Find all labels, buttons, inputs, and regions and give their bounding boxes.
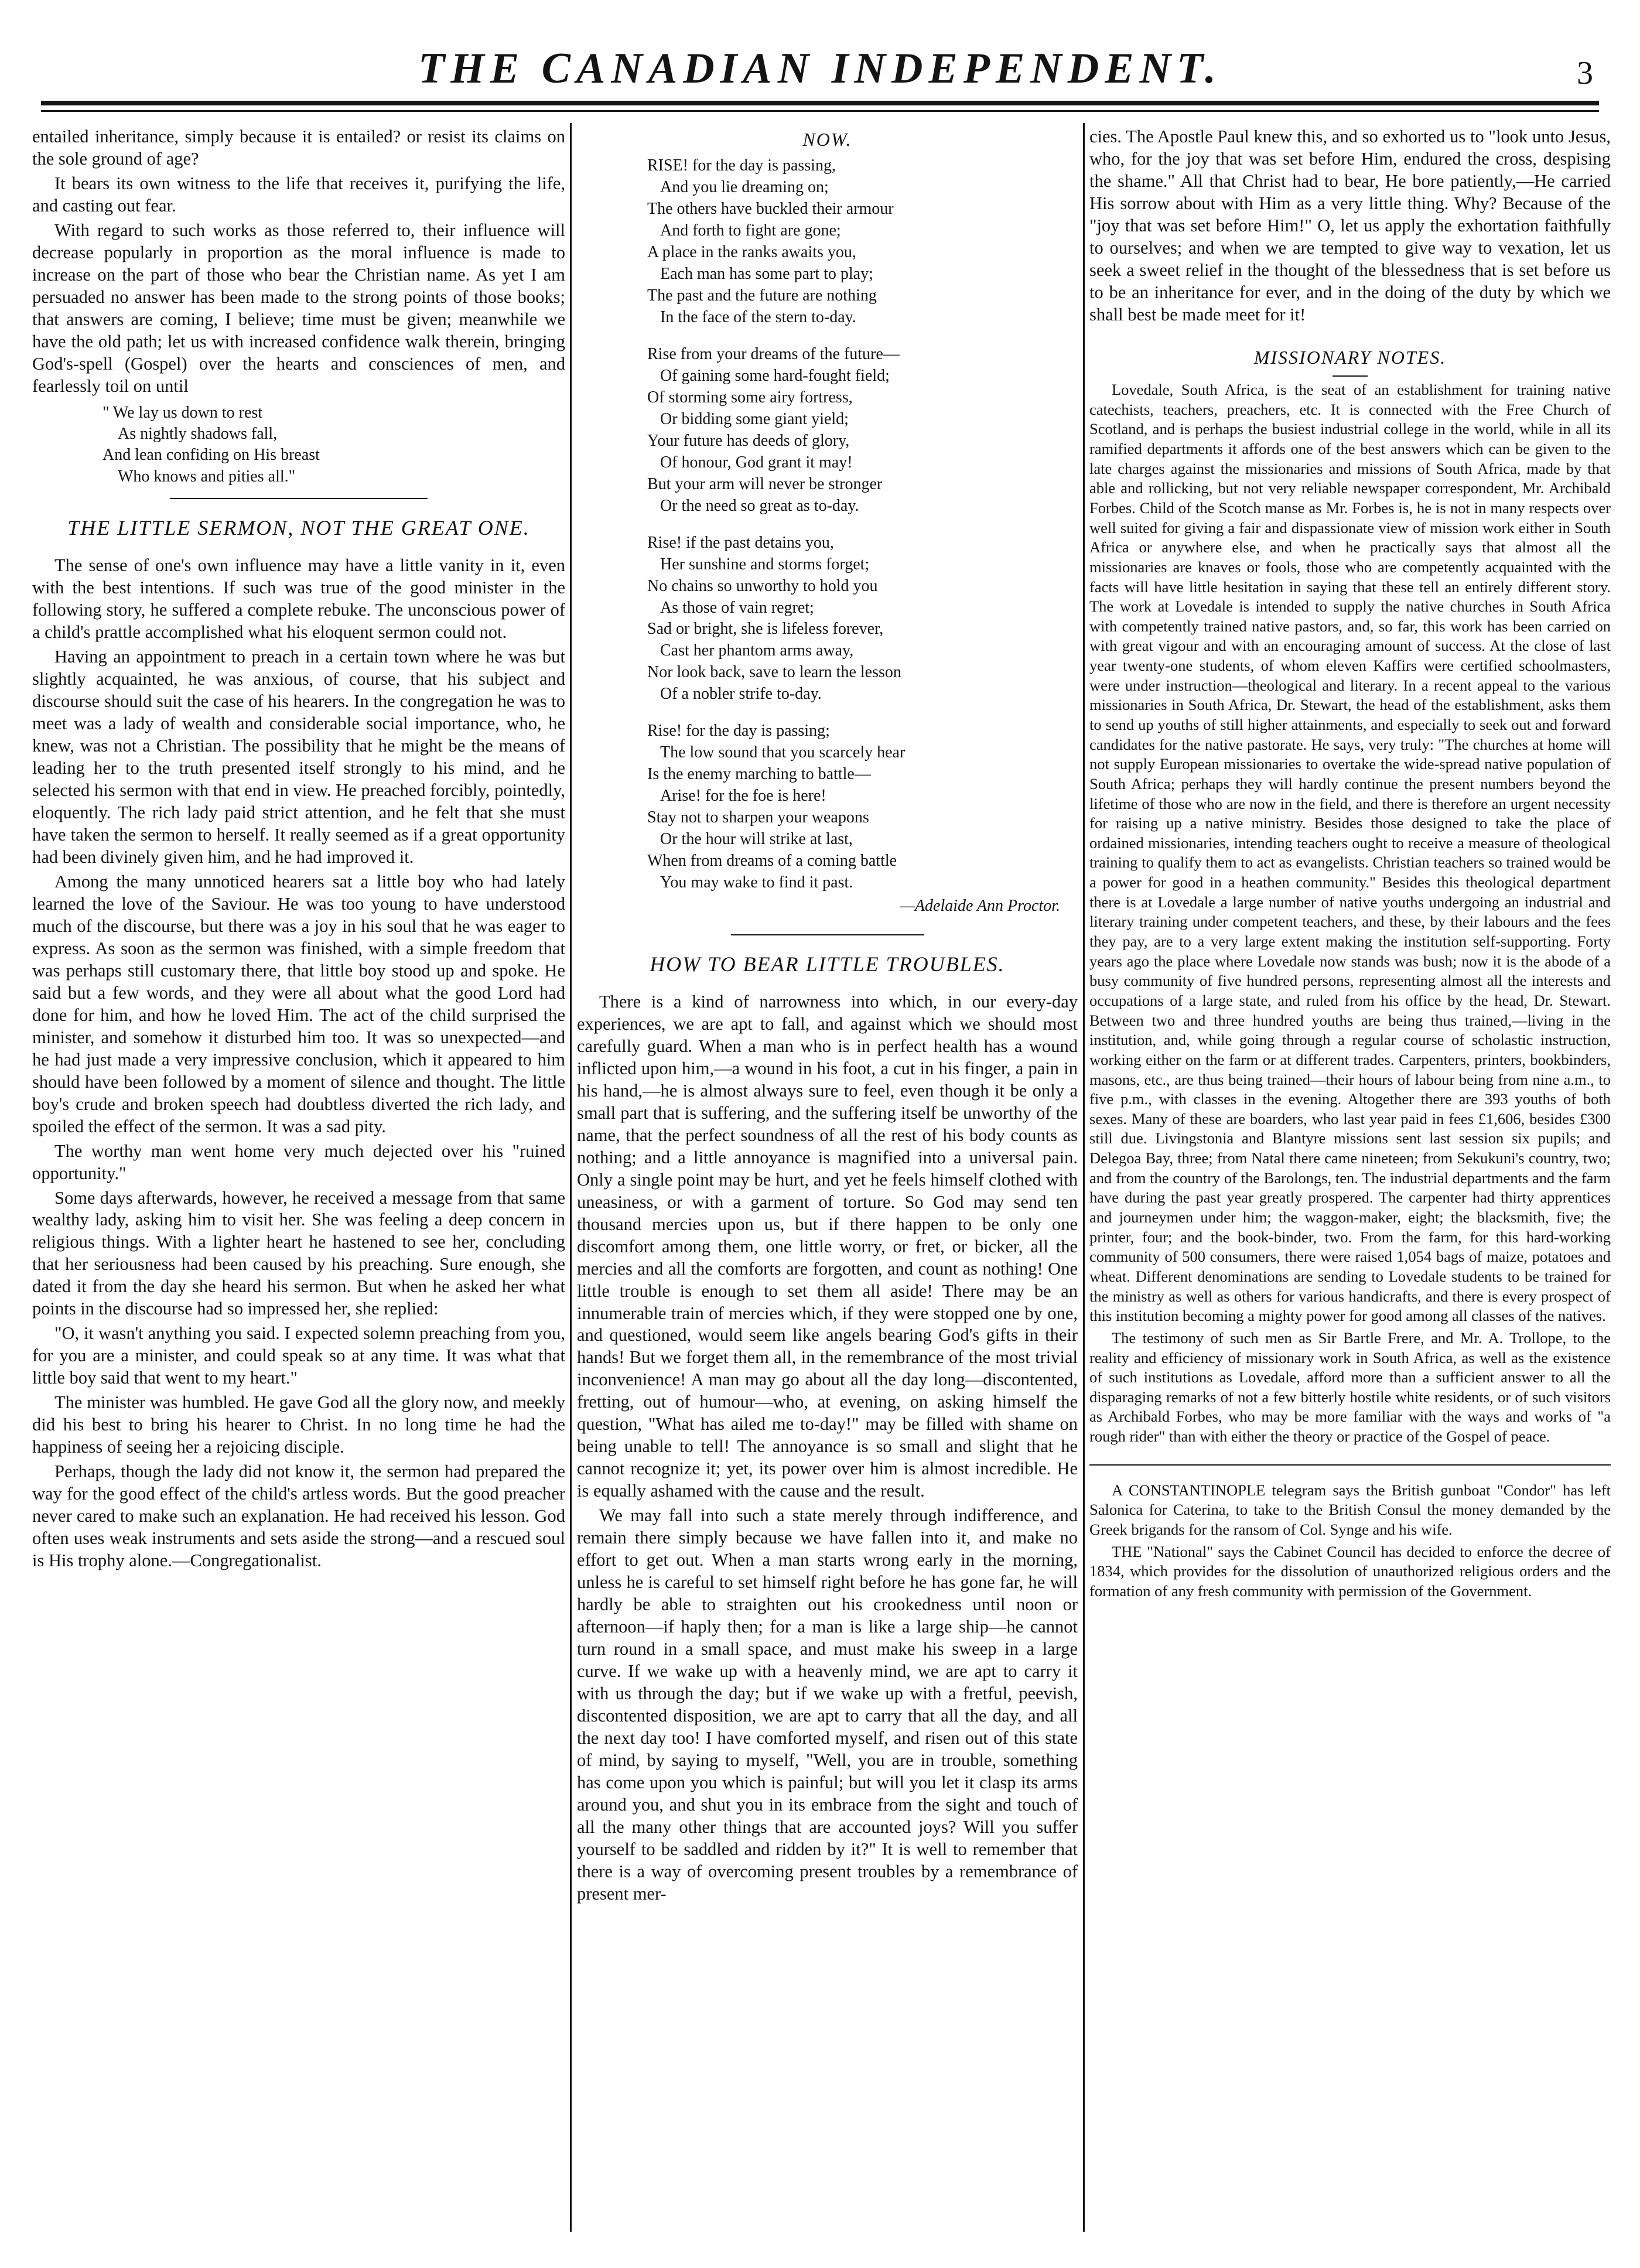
poem-attribution: —Adelaide Ann Proctor. [900, 896, 1060, 915]
poem-line: And forth to fight are gone; [660, 221, 841, 240]
article-paragraph: Lovedale, South Africa, is the seat of an establishment for training native catechists, teachers, preachers, etc. It is connected with the Free Church of Scotland, and is perhaps the busiest industrial college in the world, while in all its ramified departments it affords one of the best answers which can be given to the late charges against the missionaries and missions of South Africa, made by that able and rollicking, but not very reliable newspaper correspondent, Mr. Archibald Forbes. Child of the Scotch manse as Mr. Forbes is, he is not in many respects over well suited for giving a fair and dispassionate view of mission work either in South Africa or anywhere else, and when he practically says that almost all the missionaries are knaves or fools, those who are competently acquainted with the facts will have little hesitation in saying that these tell an entirely different story. The work at Lovedale is intended to supply the native churches in South Africa with competently trained native pastors, and, so far, this work has been carried on with great vigour and with an encouraging amount of success. At the close of last year twenty-one students, of whom eleven Kaffirs were certified schoolmasters, were under instruction—theological and literary. In a recent appeal to the various missionaries in South Africa, Dr. Stewart, the head of the establishment, asks them to send up youths of still higher attainments, and especially to seek out and forward candidates for the native pastorate. He says, very truly: "The churches at home will not supply European missionaries to overtake the wide-spread native population of South Africa; perhaps they will hardly continue the present numbers beyond the lifetime of those who are now in the field, and there is therefore an urgent necessity for raising up a native ministry. Besides those designed to take the place of ordained missionaries, intending teachers ought to receive a measure of theological training to qualify them to act as evangelists. Christian teachers so trained would be a power for good in a heathen community." Besides this theological department there is at Lovedale a large number of native youths undergoing an industrial and literary training under competent teachers, and these, by their labours and the fees they pay, are to a very large extent making the institution self-supporting. Forty years ago the place where Lovedale now stands was bush; now it is the abode of a busy community of five hundred persons, representing almost all the interests and occupations of a large state, and ruled from his office by the head, Dr. Stewart. Between two and three hundred youths are being thus trained,—living in the institution, and, while going through a regular course of scholastic instruction, working either on the farm or at different trades. Carpenters, printers, bookbinders, masons, etc., are thus being trained—their hours of labour being from nine a.m., to five p.m., with classes in the evening. Altogether there are 393 youths of both sexes. Many of these are boarders, who last year paid in fees £1,606, besides £300 still due. Livingstonia and Blantyre missions sent last session six pupils; and Delegoa Bay, three; from Natal there came nineteen; from Sekukuni's country, two; and from the country of the Barolongs, ten. The industrial departments and the farm have during the past year greatly prospered. The carpenter had thirty apprentices and journeymen under him; the waggon-maker, eight; the blacksmith, five; the printer, four; and the book-binder, two. From the farm, for this hard-working community of 500 consumers, there were raised 1,054 bags of maize, potatoes and wheat. Different denominations are sending to Lovedale students to be trained for the ministry as well as others for various handicrafts, and there is every prospect of this institution becoming a mighty power for good among all classes of the natives. [1089, 381, 1611, 1325]
poem-line: Or the hour will strike at last, [660, 830, 853, 849]
poem-line: Rise from your dreams of the future— [647, 345, 900, 364]
poem-line: Of storming some airy fortress, [647, 388, 853, 407]
article-heading: THE LITTLE SERMON, NOT THE GREAT ONE. [67, 516, 530, 540]
poem-line: Of honour, God grant it may! [660, 453, 853, 472]
poem-line: Rise! if the past detains you, [647, 533, 834, 552]
article-paragraph: The testimony of such men as Sir Bartle Frere, and Mr. A. Trollope, to the reality and efficiency of missionary work in South Africa, as well as the existence of such institutions as Lovedale, afford more than a sufficient answer to all the disparaging remarks of not a few bitterly hostile white residents, or of such visitors as Archibald Forbes, who may be more familiar with the ways and works of "a rough rider" than with either the theory or practice of the Gospel of peace. [1089, 1328, 1611, 1446]
section-rule [731, 934, 924, 935]
article-heading: MISSIONARY NOTES. [1253, 346, 1447, 368]
verse-line: " We lay us down to rest [102, 403, 263, 422]
section-rule [170, 498, 428, 499]
article-paragraph: "O, it wasn't anything you said. I expected solemn preaching from you, for you are a minister, and could speak so at any time. It was what that little boy said that went to my heart." [32, 1323, 565, 1388]
page-number: 3 [1577, 55, 1593, 91]
article-paragraph: It bears its own witness to the life that receives it, purifying the life, and casting out fear. [32, 173, 565, 216]
article-paragraph: Some days afterwards, however, he received a message from that same wealthy lady, asking him to visit her. She was feeling a deep concern in religious things. With a lighter heart he hastened to see her, concluding that her seriousness had been caused by his preaching. Sure enough, she dated it from the day she heard his sermon. But when he asked her what points in the discourse had so impressed her, she replied: [32, 1187, 565, 1319]
poem-stanza [647, 532, 1078, 706]
poem-line: In the face of the stern to-day. [660, 308, 856, 327]
poem-line: The low sound that you scarcely hear [660, 743, 906, 762]
quoted-verse [102, 402, 565, 488]
poem-line: Your future has deeds of glory, [647, 431, 850, 450]
poem-title: NOW. [802, 129, 852, 150]
masthead-title: THE CANADIAN INDEPENDENT. [418, 45, 1222, 93]
poem-line: A place in the ranks awaits you, [647, 243, 856, 262]
article-paragraph: We may fall into such a state merely through indifference, and remain there simply because we have fallen into it, and make no effort to get out. When a man starts wrong early in the morning, unless he is careful to set himself right before he has gone far, he will hardly be able to straighten out his crookedness until noon or afternoon—if haply then; for a man is like a large ship—he cannot turn round in a small space, and must make his sweep in a large curve. If we wake up with a heavenly mind, we are apt to carry it with us through the day; but if we wake up with a fretful, peevish, discontented disposition, we are apt to carry that all the day, and all the next day too! I have comforted myself, and risen out of this state of mind, by saying to myself, "Well, you are in trouble, something has come upon you which is painful; but will you let it clasp its arms around you, and shut you in its embrace from the sight and touch of all the many other things that are accounted joys? Will you suffer yourself to be saddled and ridden by it?" It is well to remember that there is a way of overcoming present troubles by a remembrance of present mer- [577, 1505, 1078, 1904]
poem-stanza [647, 720, 1078, 894]
poem-stanza [647, 155, 1078, 329]
poem-line: Of gaining some hard-fought field; [660, 366, 890, 385]
poem-line: The past and the future are nothing [647, 286, 877, 305]
poem-line: Is the enemy marching to battle— [647, 765, 871, 784]
poem-line: Her sunshine and storms forget; [660, 555, 870, 573]
poem-line: As those of vain regret; [660, 598, 814, 617]
article-paragraph: cies. The Apostle Paul knew this, and so exhorted us to "look unto Jesus, who, for the joy that was set before Him, endured the cross, despising the shame." All that Christ had to bear, He bore patiently,—He carried His sorrow about with Him as a very little thing. Why? Because of the "joy that was set before Him!" O, let us apply the exhortation faithfully to ourselves; and when we are tempted to give way to vexation, let us seek a sweet relief in the thought of the blessedness that is set before us to be an inheritance for ever, and in the doing of the duty by which we shall best be made meet for it! [1089, 127, 1611, 325]
column-left [32, 126, 565, 2246]
section-rule [1089, 1464, 1611, 1466]
poem-line: Or bidding some giant yield; [660, 409, 849, 428]
article-paragraph: Having an appointment to preach in a certain town where he was but slightly acquainted, he was anxious, of course, that his subject and discourse should suit the case of his hearers. In the congregation he was to meet was a lady of wealth and considerable social importance, who, he knew, was not a Christian. The possibility that he might be the means of leading her to the truth presented itself strongly to his mind, and he selected his sermon with that end in view. He preached forcibly, pointedly, eloquently. The rich lady paid strict attention, and he felt that she must have taken the sermon to herself. It really seemed as if a great opportunity had been divinely given him, and he had improved it. [32, 647, 565, 867]
header-rule-thin [41, 110, 1599, 112]
article-paragraph: With regard to such works as those referred to, their influence will decrease popularly in proportion as the moral influence is made to increase on the part of those who bear the Christian name. As yet I am persuaded no answer has been made to the strong points of those books; that answers are coming, I believe; time must be given; meanwhile we have the old path; let us with increased confidence walk therein, bringing God's-spell (Gospel) over the hearts and consciences of men, and fearlessly toil on until [32, 220, 565, 396]
poem-line: Arise! for the foe is here! [660, 787, 826, 805]
article-paragraph: The minister was humbled. He gave God all the glory now, and meekly did his best to bring his hearer to Christ. In no long time he had the happiness of seeing her a rejoicing disciple. [32, 1392, 565, 1457]
poem-line: Rise! for the day is passing; [647, 722, 830, 740]
verse-line: Who knows and pities all." [118, 467, 296, 486]
column-divider [570, 123, 572, 2232]
article-paragraph: Perhaps, though the lady did not know it, the sermon had prepared the way for the good effect of the child's artless words. But the good preacher never cared to make such an explanation. He had received his lesson. God often uses weak instruments and sets aside the strong—and a rescued soul is His trophy alone.—Congregationalist. [32, 1461, 565, 1570]
poem [647, 155, 1078, 894]
poem-line: Or the need so great as to-day. [660, 496, 859, 515]
column-middle [577, 126, 1078, 2246]
column-right [1089, 126, 1611, 2246]
poem-line: Cast her phantom arms away, [660, 641, 854, 660]
poem-line: Nor look back, save to learn the lesson [647, 663, 901, 682]
article-paragraph: There is a kind of narrowness into which, in our every-day experiences, we are apt to fall, and against which we should most carefully guard. When a man who is in perfect health has a wound inflicted upon him,—a wound in his foot, a cut in his finger, a pain in his hand,—he is almost always sure to feel, even though it be only a small part that is suffering, and the suffering itself be unworthy of the name, that the perfect soundness of all the rest of his body counts as nothing; and a little annoyance is magnified into a universal pain. Only a single point may be hurt, and yet he feels himself clothed with uneasiness, or with a garment of torture. So God may send ten thousand mercies upon us, but if there happen to be only one discomfort among them, one little worry, or fret, or bicker, all the mercies and all the comforts are forgotten, and count as nothing! One little trouble is enough to set them all aside! There may be an innumerable train of mercies which, if they were stopped one by one, and questioned, would seem like angels bearing God's gifts in their hands! But we forget them all, in the remembrance of the most trivial inconvenience! A man may go about all the day long—discontented, fretting, out of humour—who, at evening, on asking himself the question, "What has ailed me to-day!" may be filled with shame on being unable to tell! The annoyance is so small and slight that he cannot recognize it; yet, its power over him is almost incredible. He is equally ashamed with the cause and the result. [577, 991, 1078, 1501]
verse-line: And lean confiding on His breast [102, 446, 320, 464]
article-paragraph: The sense of one's own influence may have a little vanity in it, even with the best intentions. If such was true of the good minister in the following story, he suffered a complete rebuke. The unconscious power of a child's prattle accomplished what his eloquent sermon could not. [32, 555, 565, 643]
header-rule-thick [41, 101, 1599, 105]
poem-line: The others have buckled their armour [647, 200, 894, 218]
verse-line: As nightly shadows fall, [118, 425, 278, 443]
article-paragraph: entailed inheritance, simply because it is entailed? or resist its claims on the sole ground of age? [32, 127, 565, 169]
poem-line: You may wake to find it past. [660, 873, 853, 892]
poem-line: And you lie dreaming on; [660, 178, 829, 197]
poem-line: Each man has some part to play; [660, 265, 873, 284]
column-divider [1083, 123, 1085, 2232]
news-item: THE "National" says the Cabinet Council has decided to enforce the decree of 1834, which provides for the dissolution of unauthorized religious orders and the formation of any fresh community with permission of the Government. [1089, 1542, 1611, 1600]
section-rule [1332, 375, 1368, 377]
article-paragraph: Among the many unnoticed hearers sat a little boy who had lately learned the love of the Saviour. He was too young to have understood much of the discourse, but there was a joy in his soul that he was eager to express. As soon as the sermon was finished, with a simple freedom that was perhaps still customary there, that little boy stood up and spoke. He said but a few words, and they were all about what the good Lord had done for him, and how he loved Him. The act of the child surprised the minister, and somehow it disturbed him too. It was so unexpected—and he had just made a very impressive conclusion, which it appeared to him should have been followed by a moment of silence and thought. The little boy's crude and broken speech had doubtless diverted the rich lady, and spoiled the effect of the sermon. It was a sad pity. [32, 871, 565, 1136]
page-header [41, 32, 1599, 97]
news-item: A CONSTANTINOPLE telegram says the British gunboat "Condor" has left Salonica for Caterina, to take to the British Consul the money demanded by the Greek brigands for the ransom of Col. Synge and his wife. [1089, 1481, 1611, 1538]
poem-line: But your arm will never be stronger [647, 474, 883, 493]
poem-stanza [647, 344, 1078, 517]
poem-line: When from dreams of a coming battle [647, 851, 897, 870]
poem-line: Stay not to sharpen your weapons [647, 808, 869, 827]
poem-line: RISE! for the day is passing, [647, 156, 836, 175]
poem-line: Sad or bright, she is lifeless forever, [647, 620, 884, 638]
article-heading: HOW TO BEAR LITTLE TROUBLES. [650, 952, 1005, 976]
article-paragraph: The worthy man went home very much dejected over his "ruined opportunity." [32, 1140, 565, 1183]
poem-line: No chains so unworthy to hold you [647, 576, 878, 595]
poem-line: Of a nobler strife to-day. [660, 685, 822, 703]
